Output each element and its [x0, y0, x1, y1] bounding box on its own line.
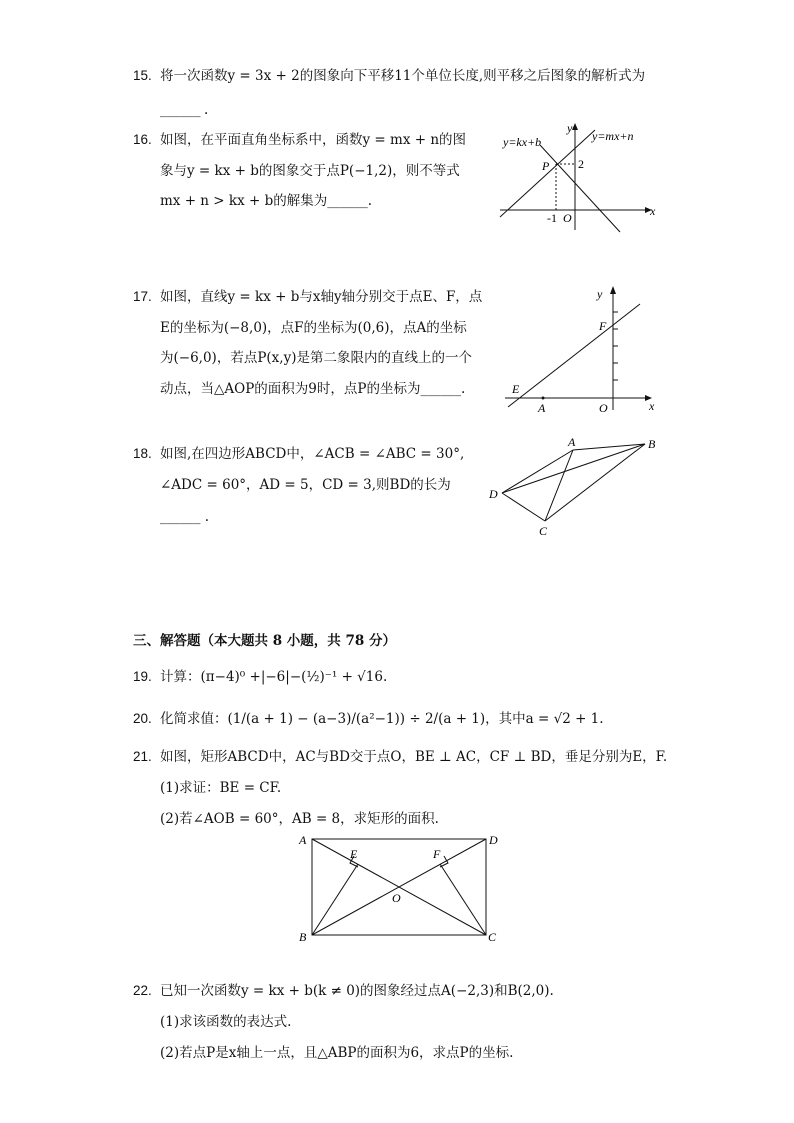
- label-E: E: [512, 382, 520, 396]
- q20-number: 20.: [133, 711, 152, 726]
- y-axis-arrow: [572, 123, 578, 130]
- label-D: D: [489, 833, 498, 847]
- q21-number: 21.: [133, 749, 152, 764]
- q19-text: 计算：(π−4)⁰ +|−6|−(½)⁻¹ + √16.: [160, 669, 388, 685]
- q19-number: 19.: [133, 669, 152, 684]
- section-3-title: 三、解答题（本大题共 8 小题，共 78 分）: [133, 633, 396, 649]
- label-C: C: [539, 524, 548, 538]
- q17-line-4: 动点，当△AOP的面积为9时，点P的坐标为______.: [160, 381, 466, 397]
- label-O: O: [392, 891, 401, 905]
- label-mx-n: y=mx+n: [592, 129, 634, 143]
- label-A: A: [299, 833, 307, 847]
- q16-line-3: mx + n > kx + b的解集为______.: [160, 193, 373, 209]
- q17-line-1: 如图，直线y = kx + b与x轴y轴分别交于点E、F，点: [160, 289, 483, 305]
- label-D: D: [489, 487, 498, 501]
- q17-line-2: E的坐标为(−8,0)，点F的坐标为(0,6)，点A的坐标: [160, 320, 467, 336]
- label-O: O: [599, 401, 608, 415]
- label-C: C: [488, 930, 497, 944]
- edge-AD: [502, 450, 573, 493]
- q15-number: 15.: [133, 68, 152, 83]
- q18-line-1: 如图,在四边形ABCD中，∠ACB = ∠ABC = 30°,: [160, 446, 465, 462]
- segment-CF: [440, 864, 486, 935]
- label-E: E: [350, 847, 358, 861]
- label-B: B: [299, 930, 307, 944]
- label-2: 2: [578, 157, 584, 171]
- q20-text: 化简求值：(1/(a + 1) − (a−3)/(a²−1)) ÷ 2/(a + 1)，其中a = √2 + 1.: [160, 711, 604, 727]
- q18-figure: [485, 432, 665, 542]
- q15-end: .: [204, 102, 209, 118]
- q18-line-3: ______ .: [160, 509, 210, 525]
- q15-blank: ______: [160, 102, 201, 118]
- label-F: F: [433, 847, 441, 861]
- line-EF: [508, 304, 640, 407]
- edge-AB: [573, 444, 645, 450]
- label-x: x: [650, 204, 656, 218]
- label-neg1: -1: [547, 211, 557, 225]
- q21-part-2: (2)若∠AOB = 60°，AB = 8，求矩形的面积.: [160, 811, 439, 827]
- q16-figure: [495, 120, 665, 235]
- q21-line-1: 如图，矩形ABCD中，AC与BD交于点O，BE ⊥ AC，CF ⊥ BD，垂足分别为E，F.: [160, 749, 668, 765]
- q16-line-2: 象与y = kx + b的图象交于点P(−1,2)，则不等式: [160, 163, 460, 179]
- label-x: x: [649, 399, 655, 413]
- q21-figure: [295, 830, 505, 945]
- q21-part-1: (1)求证：BE = CF.: [160, 780, 282, 796]
- label-y: y: [567, 121, 573, 135]
- label-y: y: [597, 287, 603, 301]
- q17-line-3: 为(−6,0)，若点P(x,y)是第二象限内的直线上的一个: [160, 350, 472, 366]
- q16-number: 16.: [133, 132, 152, 147]
- label-A: A: [538, 401, 546, 415]
- y-axis-arrow: [610, 286, 616, 294]
- segment-BE: [312, 864, 358, 935]
- q17-number: 17.: [133, 289, 152, 304]
- q15-text: 将一次函数y = 3x + 2的图象向下平移11个单位长度,则平移之后图象的解析式为: [160, 68, 646, 84]
- label-kx-b: y=kx+b: [503, 135, 542, 149]
- q18-line-2: ∠ADC = 60°，AD = 5，CD = 3,则BD的长为: [160, 477, 451, 493]
- label-B: B: [648, 437, 656, 451]
- q18-number: 18.: [133, 446, 152, 461]
- q17-figure: [500, 282, 665, 417]
- edge-DC: [502, 493, 545, 521]
- q22-line-1: 已知一次函数y = kx + b(k ≠ 0)的图象经过点A(−2,3)和B(2,0).: [160, 983, 554, 999]
- label-O: O: [563, 211, 572, 225]
- label-A: A: [568, 435, 576, 449]
- label-F: F: [599, 319, 607, 333]
- point-A: [542, 397, 545, 400]
- edge-BD: [502, 444, 645, 493]
- q22-number: 22.: [133, 983, 152, 998]
- label-P: P: [542, 159, 550, 173]
- q16-line-1: 如图，在平面直角坐标系中，函数y = mx + n的图: [160, 132, 467, 148]
- q22-part-2: (2)若点P是x轴上一点，且△ABP的面积为6，求点P的坐标.: [160, 1045, 514, 1061]
- q22-part-1: (1)求该函数的表达式.: [160, 1014, 292, 1030]
